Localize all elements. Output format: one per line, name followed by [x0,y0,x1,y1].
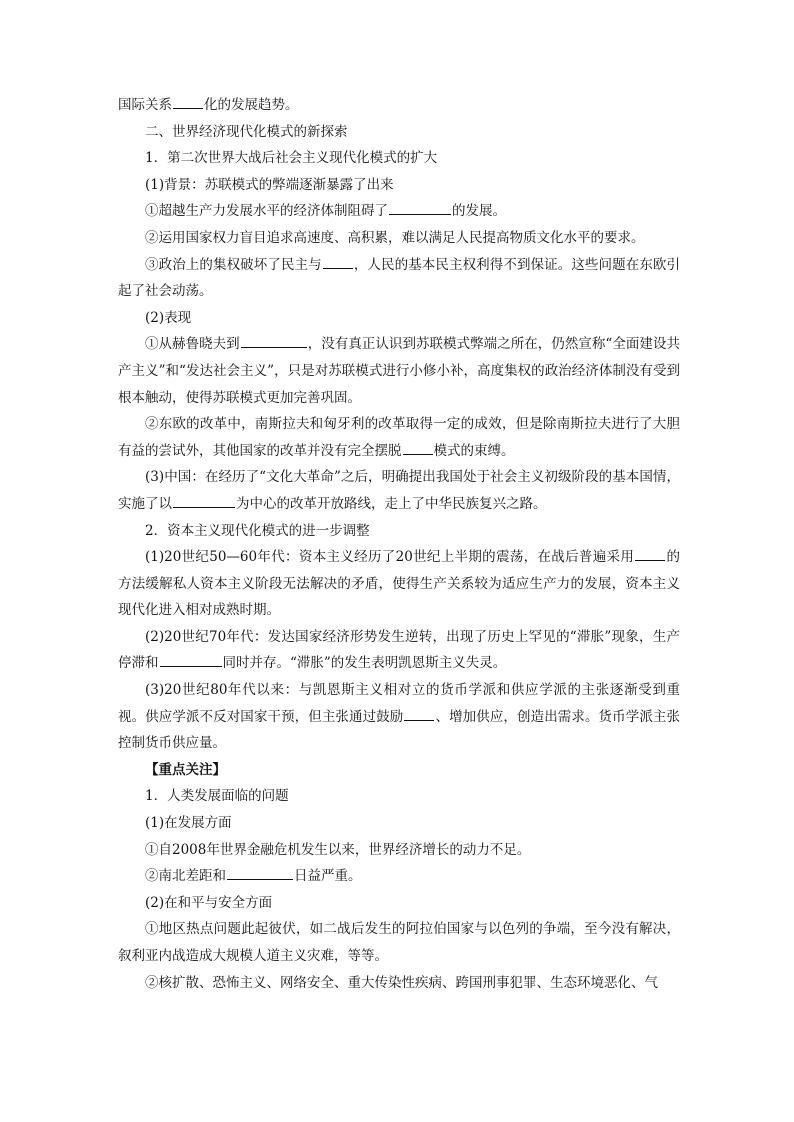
document-page [118,92,680,996]
section-heading: 二、世界经济现代化模式的新探索 [145,123,348,140]
fill-blank [173,494,235,508]
key-focus-heading: 【重点关注】 [145,761,226,778]
fill-blank [403,441,433,455]
fill-blank [241,335,307,349]
paragraph-14: (3)20世纪80年代以来：与凯恩斯主义相对立的货币学派和供应学派的主张逐渐受到重视。供应学派不反对国家干预，但主张通过鼓励 、增加供应，创造出需求。货币学派主张控制货币供应量。 [118,682,681,752]
paragraph-18: ①自2008年世界金融危机发生以来，世界经济增长的动力不足。 [145,841,531,858]
subsection-heading: 1．第二次世界大战后社会主义现代化模式的扩大 [145,150,438,167]
paragraph-13: (2)20世纪70年代：发达国家经济形势发生逆转，出现了历史上罕见的“滞胀”现象，生产停滞和 同时并存。“滞胀”的发生表明凯恩斯主义失灵。 [118,628,680,672]
paragraph-12: (1)20世纪50—60年代：资本主义经历了20世纪上半期的震荡，在战后普遍采用 的方法缓解私人资本主义阶段无法解决的矛盾，使得生产关系较为适应生产力的发展，资本主义现代化进入相对成熟时期。 [118,549,681,619]
subsection-heading: 1．人类发展面临的问题 [145,788,289,805]
subsection-heading: 2．资本主义现代化模式的进一步调整 [145,522,370,539]
paragraph-21: ①地区热点问题此起彼伏，如二战后发生的阿拉伯国家与以色列的争端，至今没有解决，叙利亚内战造成大规模人道主义灾难，等等。 [118,921,680,964]
paragraph-3: (1)背景：苏联模式的弊端逐渐暴露了出来 [145,176,394,193]
fill-blank [227,866,293,880]
fill-blank [173,95,203,109]
fill-blank [389,202,451,216]
paragraph-22: ②核扩散、恐怖主义、网络安全、重大传染性疾病、跨国刑事犯罪、生态环境恶化、气 [145,974,658,991]
fill-blank [635,547,665,561]
paragraph-0: 国际关系 化的发展趋势。 [118,97,299,113]
fill-blank [404,707,434,721]
paragraph-4: ①超越生产力发展水平的经济体制阻碍了 的发展。 [145,203,506,220]
paragraph-8: ①从赫鲁晓夫到 ，没有真正认识到苏联模式弊端之所在，仍然宣称“全面建设共产主义”和“发达社会主义”，只是对苏联模式进行小修小补，高度集权的政治经济体制没有受到根本触动，使得苏联模式更加完善巩固。 [118,336,680,406]
paragraph-5: ②运用国家权力盲目追求高速度、高积累，难以满足人民提高物质文化水平的要求。 [145,229,645,246]
fill-blank [160,654,222,668]
paragraph-9: ②东欧的改革中，南斯拉夫和匈牙利的改革取得一定的成效，但是除南斯拉夫进行了大胆有益的尝试外，其他国家的改革并没有完全摆脱 模式的束缚。 [118,416,680,459]
paragraph-6: ③政治上的集权破坏了民主与 ，人民的基本民主权利得不到保证。这些问题在东欧引起了社会动荡。 [118,256,681,300]
paragraph-17: (1)在发展方面 [145,815,232,832]
paragraph-19: ②南北差距和 日益严重。 [145,868,362,885]
paragraph-7: (2)表现 [145,309,192,326]
fill-blank [323,255,353,269]
paragraph-10: (3)中国：在经历了“文化大革命”之后，明确提出我国处于社会主义初级阶段的基本国情，实施了以 为中心的改革开放路线，走上了中华民族复兴之路。 [118,469,680,512]
paragraph-20: (2)在和平与安全方面 [145,894,273,911]
